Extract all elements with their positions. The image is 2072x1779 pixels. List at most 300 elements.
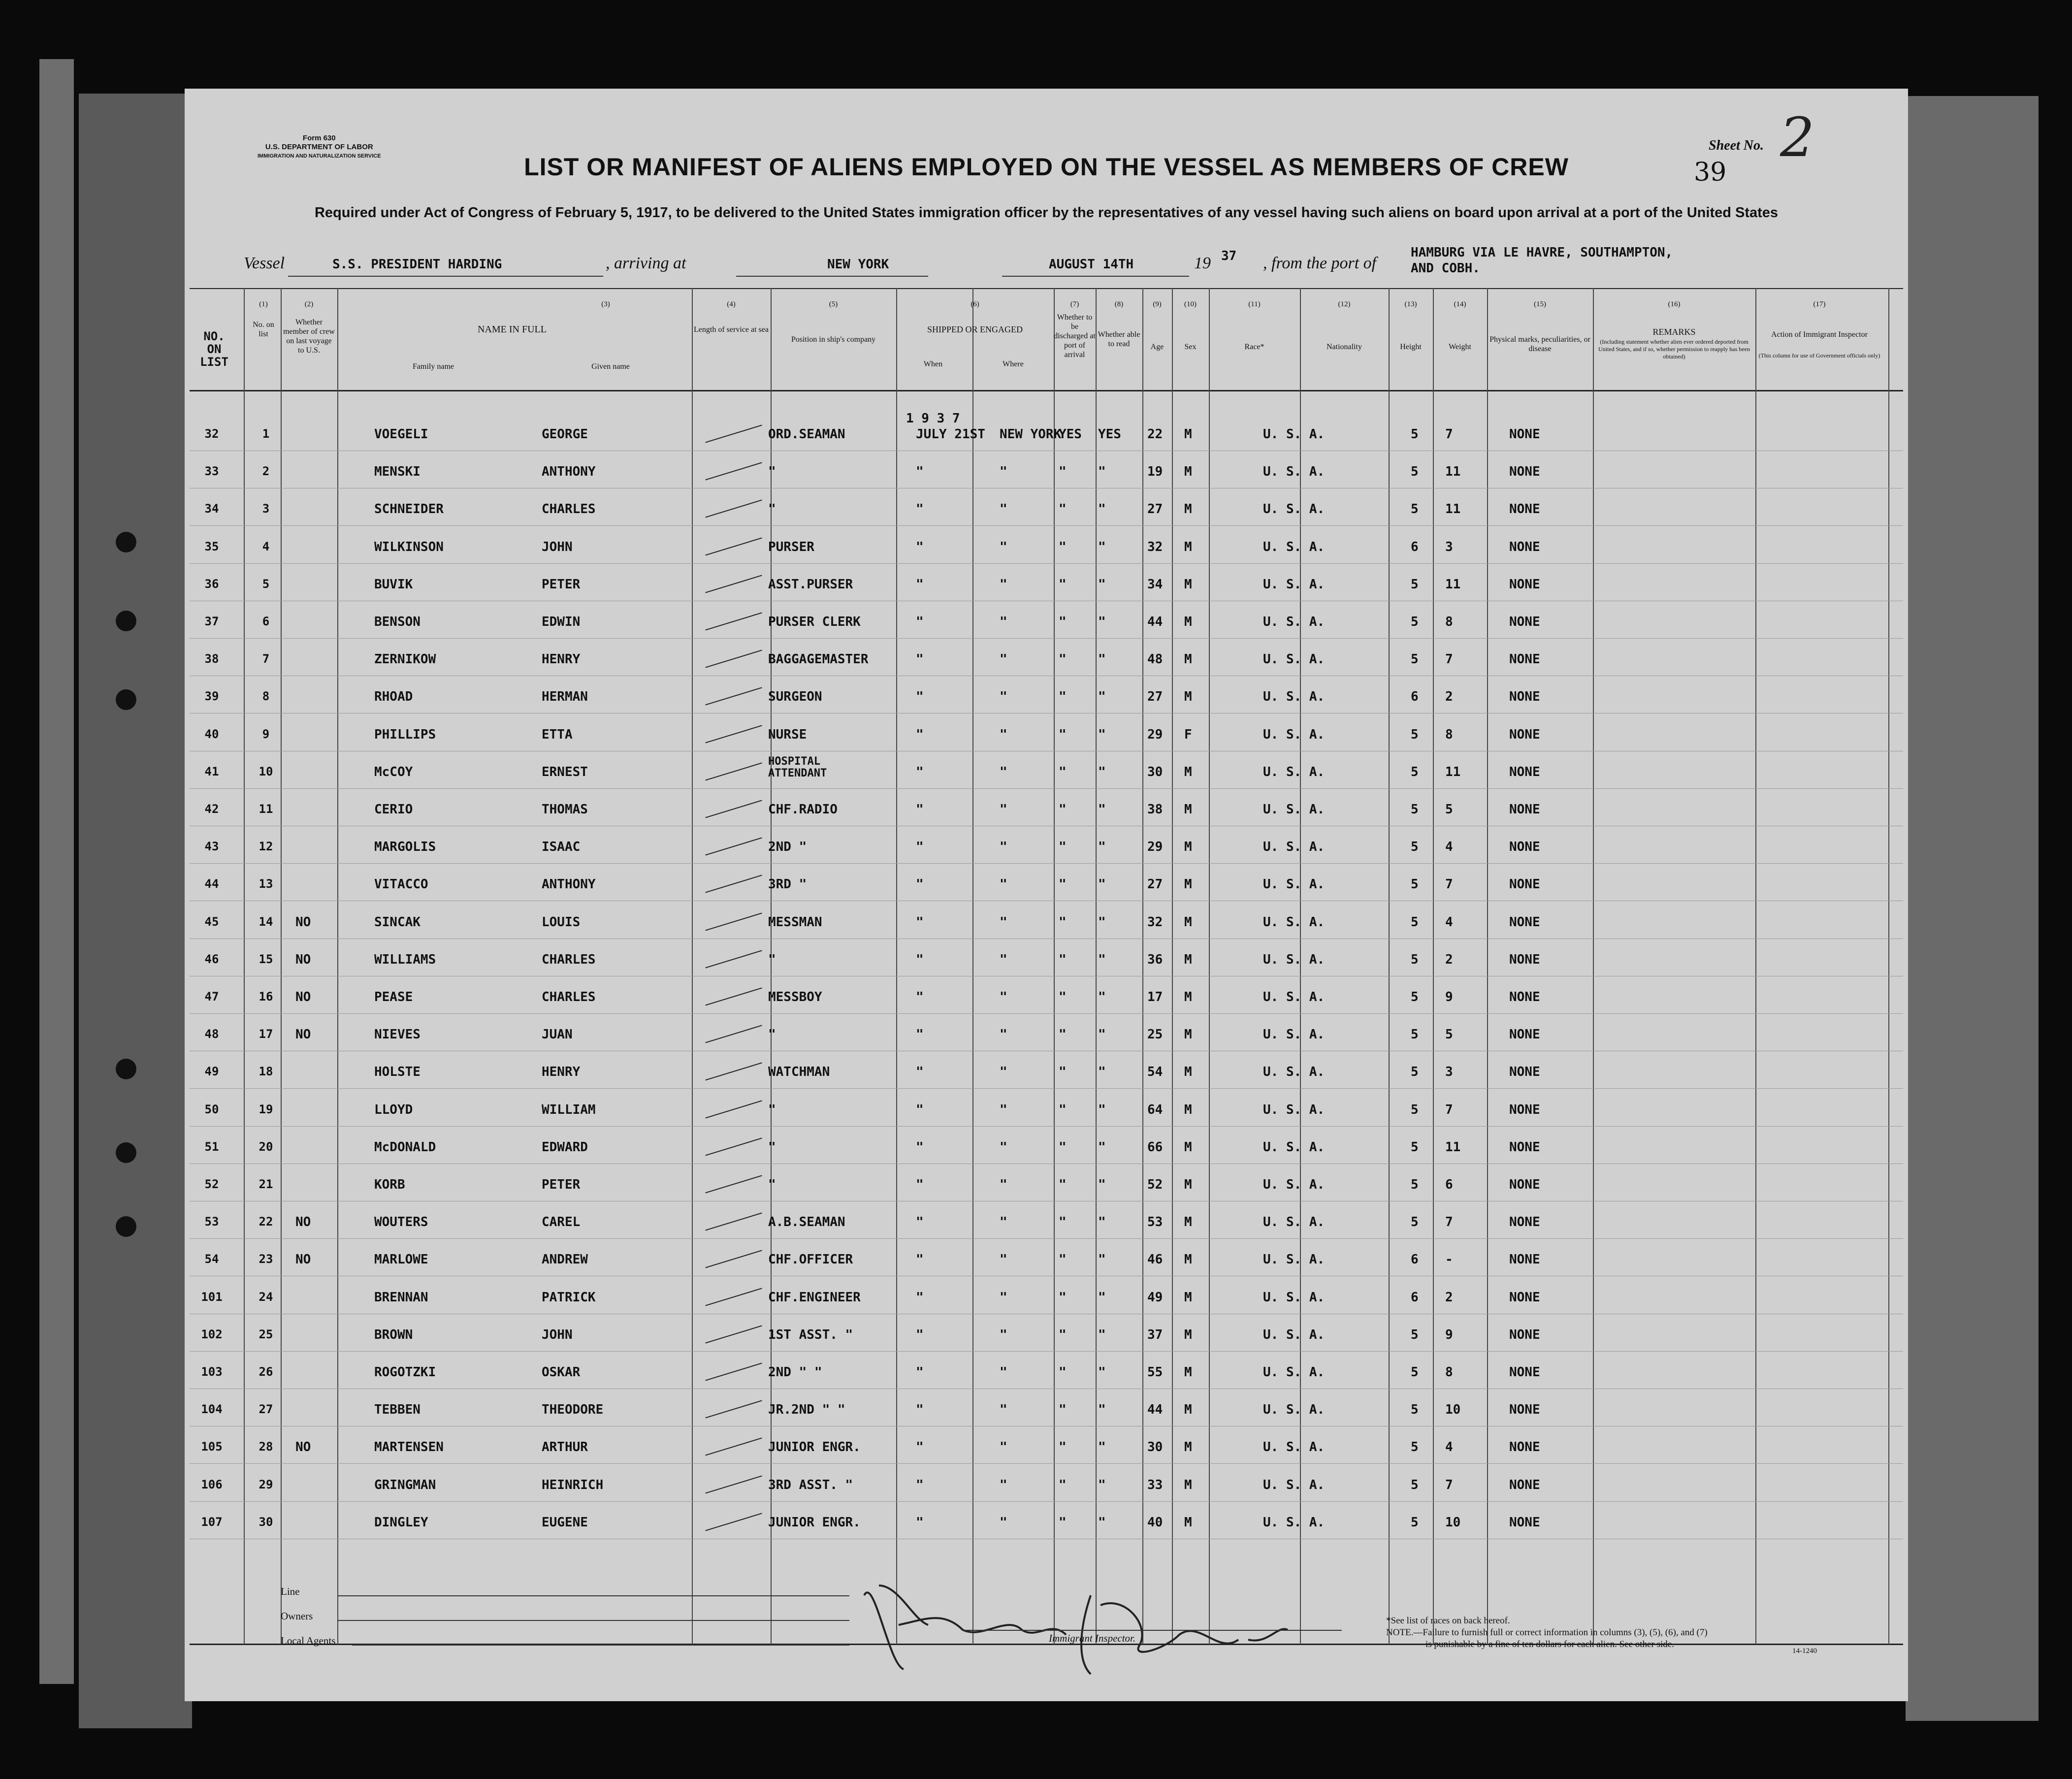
row-height: 6: [1411, 1290, 1419, 1305]
races-note: *See list of races on back hereof.: [1386, 1616, 1510, 1626]
row-on-list: 41: [204, 765, 219, 778]
row-given-name: WILLIAM: [542, 1102, 596, 1117]
row-shipped-where: ": [1000, 1215, 1007, 1229]
punch-hole: [116, 532, 136, 552]
punch-hole: [116, 1142, 136, 1163]
header-given-name: Given name: [591, 362, 630, 371]
row-marks: NONE: [1509, 1215, 1540, 1229]
row-on-list: 101: [201, 1290, 223, 1304]
row-shipped-where: ": [1000, 540, 1007, 554]
row-shipped-where: ": [1000, 1478, 1007, 1492]
column-divider: [244, 288, 245, 1645]
row-sex: M: [1184, 990, 1192, 1004]
row-shipped-when: JULY 21ST: [916, 427, 985, 442]
row-shipped-where: ": [1000, 765, 1007, 779]
row-height: 5: [1411, 915, 1419, 930]
row-weight: 11: [1445, 1140, 1461, 1155]
row-position: ": [768, 1102, 776, 1117]
row-weight: 10: [1445, 1402, 1461, 1417]
row-no: 13: [259, 877, 273, 891]
row-nationality: U. S. A.: [1263, 427, 1325, 442]
row-family-name: GRINGMAN: [374, 1478, 436, 1492]
row-on-list: 47: [204, 990, 219, 1003]
row-sex: M: [1184, 1365, 1192, 1380]
row-height: 5: [1411, 1215, 1419, 1229]
header-length-of-service: Length of service at sea: [694, 325, 769, 334]
row-weight: 5: [1445, 1027, 1453, 1042]
row-weight: 7: [1445, 427, 1453, 442]
row-able-to-read: YES: [1098, 427, 1121, 442]
row-able-to-read: ": [1098, 1140, 1106, 1155]
row-discharged: ": [1059, 1065, 1067, 1079]
row-able-to-read: ": [1098, 689, 1106, 704]
row-position: 2ND " ": [768, 1365, 822, 1380]
row-no: 16: [259, 990, 273, 1003]
row-shipped-where: ": [1000, 577, 1007, 592]
row-family-name: CERIO: [374, 802, 413, 817]
penalty-note-1: NOTE.—Failure to furnish full or correct information in columns (3), (5), (6), and (7): [1386, 1627, 1708, 1638]
colnum-14: (14): [1454, 300, 1466, 308]
row-sex: M: [1184, 1327, 1192, 1342]
column-divider: [896, 288, 897, 1645]
row-shipped-where: ": [1000, 689, 1007, 704]
colnum-13: (13): [1404, 300, 1417, 308]
header-sex: Sex: [1184, 343, 1197, 351]
row-discharged: ": [1059, 1102, 1067, 1117]
row-marks: NONE: [1509, 840, 1540, 854]
row-sex: M: [1184, 1102, 1192, 1117]
length-of-service-mark: [705, 462, 762, 481]
row-on-list: 104: [201, 1402, 223, 1416]
department: U.S. DEPARTMENT OF LABOR: [265, 143, 373, 151]
row-family-name: ROGOTZKI: [374, 1365, 436, 1380]
row-given-name: PETER: [542, 577, 581, 592]
row-height: 5: [1411, 464, 1419, 479]
row-marks: NONE: [1509, 1027, 1540, 1042]
inspector-label: Immigrant Inspector.: [1049, 1632, 1136, 1644]
row-family-name: ZERNIKOW: [374, 652, 436, 667]
row-nationality: U. S. A.: [1263, 1327, 1325, 1342]
row-discharged: ": [1059, 615, 1067, 629]
row-marks: NONE: [1509, 1102, 1540, 1117]
row-shipped-when: ": [916, 1140, 924, 1155]
header-name-in-full: NAME IN FULL: [478, 324, 547, 335]
row-on-list: 32: [204, 427, 219, 441]
row-age: 30: [1147, 765, 1163, 779]
row-given-name: ETTA: [542, 727, 573, 742]
row-shipped-when: ": [916, 765, 924, 779]
row-no: 7: [262, 652, 270, 666]
column-divider: [692, 288, 693, 1645]
penalty-note-2: is punishable by a fine of ten dollars for each alien. See other side.: [1425, 1639, 1674, 1650]
row-age: 34: [1147, 577, 1163, 592]
film-edge-left: [39, 59, 74, 1684]
row-shipped-when: ": [916, 952, 924, 967]
row-marks: NONE: [1509, 1365, 1540, 1380]
row-shipped-where: ": [1000, 1252, 1007, 1267]
length-of-service-mark: [705, 425, 762, 443]
row-position: 3RD ": [768, 877, 807, 892]
row-age: 48: [1147, 652, 1163, 667]
row-last-voyage: NO: [295, 990, 311, 1004]
row-height: 5: [1411, 1027, 1419, 1042]
length-of-service-mark: [705, 763, 762, 781]
row-no: 6: [262, 615, 270, 628]
row-given-name: HENRY: [542, 652, 581, 667]
row-given-name: JOHN: [542, 540, 573, 554]
year-prefix: 19: [1194, 254, 1211, 272]
length-of-service-mark: [705, 650, 762, 668]
row-nationality: U. S. A.: [1263, 1065, 1325, 1079]
row-marks: NONE: [1509, 1478, 1540, 1492]
row-weight: 2: [1445, 952, 1453, 967]
sheet-number: 2: [1780, 106, 1814, 169]
punch-hole: [116, 1216, 136, 1237]
colnum-3: (3): [601, 300, 610, 308]
row-given-name: GEORGE: [542, 427, 588, 442]
row-marks: NONE: [1509, 1177, 1540, 1192]
row-height: 5: [1411, 765, 1419, 779]
row-age: 49: [1147, 1290, 1163, 1305]
row-age: 27: [1147, 877, 1163, 892]
row-shipped-when: ": [916, 840, 924, 854]
row-shipped-when: ": [916, 577, 924, 592]
row-sex: M: [1184, 1290, 1192, 1305]
from-port-line1: HAMBURG VIA LE HAVRE, SOUTHAMPTON,: [1411, 245, 1673, 260]
row-position: ORD.SEAMAN: [768, 427, 845, 442]
row-family-name: PEASE: [374, 990, 413, 1004]
row-age: 30: [1147, 1440, 1163, 1455]
length-of-service-mark: [705, 1288, 762, 1306]
row-shipped-where: ": [1000, 1327, 1007, 1342]
row-able-to-read: ": [1098, 1440, 1106, 1455]
row-family-name: MARTENSEN: [374, 1440, 444, 1455]
row-discharged: ": [1059, 577, 1067, 592]
row-nationality: U. S. A.: [1263, 1515, 1325, 1530]
row-weight: 11: [1445, 464, 1461, 479]
row-weight: 2: [1445, 1290, 1453, 1305]
row-shipped-when: ": [916, 1027, 924, 1042]
row-shipped-where: ": [1000, 915, 1007, 930]
row-no: 12: [259, 840, 273, 853]
header-no-on-list: NO. ON LIST: [200, 329, 228, 369]
column-divider: [281, 288, 282, 1645]
header-race: Race*: [1244, 343, 1264, 351]
row-shipped-when: ": [916, 1252, 924, 1267]
row-nationality: U. S. A.: [1263, 652, 1325, 667]
row-on-list: 39: [204, 689, 219, 703]
arrival-port: NEW YORK: [827, 257, 889, 272]
row-age: 64: [1147, 1102, 1163, 1117]
row-shipped-when: ": [916, 615, 924, 629]
row-sex: M: [1184, 1215, 1192, 1229]
row-position: PURSER: [768, 540, 814, 554]
row-height: 5: [1411, 1102, 1419, 1117]
row-shipped-when: ": [916, 1177, 924, 1192]
row-discharged: ": [1059, 502, 1067, 517]
row-able-to-read: ": [1098, 1102, 1106, 1117]
row-position: ": [768, 1140, 776, 1155]
row-family-name: NIEVES: [374, 1027, 421, 1042]
row-able-to-read: ": [1098, 915, 1106, 930]
row-position: 3RD ASST. ": [768, 1478, 853, 1492]
row-family-name: MENSKI: [374, 464, 421, 479]
row-given-name: CAREL: [542, 1215, 581, 1229]
row-marks: NONE: [1509, 1440, 1540, 1455]
row-height: 5: [1411, 1140, 1419, 1155]
row-discharged: ": [1059, 1027, 1067, 1042]
header-where: Where: [1003, 360, 1024, 368]
column-divider: [1593, 288, 1594, 1645]
row-height: 5: [1411, 502, 1419, 517]
column-divider: [1172, 288, 1173, 1645]
form-code: 14-1240: [1792, 1647, 1817, 1655]
colnum-12: (12): [1338, 300, 1351, 308]
header-inspector-action: Action of Immigrant Inspector: [1771, 330, 1868, 339]
page-title: LIST OR MANIFEST OF ALIENS EMPLOYED ON THE VESSEL AS MEMBERS OF CREW: [524, 153, 1569, 181]
row-position: ASST.PURSER: [768, 577, 853, 592]
row-family-name: BENSON: [374, 615, 421, 629]
column-divider: [1096, 288, 1097, 1645]
row-nationality: U. S. A.: [1263, 1365, 1325, 1380]
header-nationality: Nationality: [1327, 343, 1362, 351]
row-discharged: ": [1059, 727, 1067, 742]
row-on-list: 40: [204, 727, 219, 741]
row-age: 32: [1147, 915, 1163, 930]
row-shipped-when: ": [916, 540, 924, 554]
inspector-line: [963, 1630, 1342, 1631]
row-shipped-where: ": [1000, 1402, 1007, 1417]
row-given-name: OSKAR: [542, 1365, 581, 1380]
row-shipped-when: ": [916, 1065, 924, 1079]
column-divider: [1142, 288, 1143, 1645]
row-height: 5: [1411, 1177, 1419, 1192]
row-shipped-where: ": [1000, 1140, 1007, 1155]
row-position: JUNIOR ENGR.: [768, 1515, 861, 1530]
row-age: 44: [1147, 1402, 1163, 1417]
colnum-1: (1): [259, 300, 268, 308]
row-family-name: KORB: [374, 1177, 405, 1192]
row-sex: M: [1184, 540, 1192, 554]
header-bottom-rule: [190, 390, 1903, 391]
length-of-service-mark: [705, 800, 762, 818]
row-rule: [190, 1238, 1903, 1239]
row-age: 27: [1147, 689, 1163, 704]
header-inspector-note: (This column for use of Government officials only): [1758, 352, 1880, 359]
row-on-list: 103: [201, 1365, 223, 1379]
row-rule: [190, 1463, 1903, 1464]
length-of-service-mark: [705, 875, 762, 893]
from-port-label: , from the port of: [1263, 254, 1377, 272]
row-weight: 8: [1445, 1365, 1453, 1380]
row-position: ": [768, 464, 776, 479]
row-given-name: THEODORE: [542, 1402, 604, 1417]
row-nationality: U. S. A.: [1263, 840, 1325, 854]
row-age: 36: [1147, 952, 1163, 967]
row-sex: M: [1184, 1402, 1192, 1417]
row-height: 5: [1411, 990, 1419, 1004]
header-age: Age: [1150, 343, 1164, 351]
row-shipped-when: ": [916, 1402, 924, 1417]
port-underline: [736, 276, 928, 277]
header-discharged: Whether to be discharged at port of arrival: [1054, 313, 1096, 359]
row-sex: M: [1184, 915, 1192, 930]
row-shipped-where: ": [1000, 502, 1007, 517]
row-no: 3: [262, 502, 270, 516]
row-marks: NONE: [1509, 615, 1540, 629]
row-given-name: EUGENE: [542, 1515, 588, 1530]
row-sex: M: [1184, 652, 1192, 667]
row-able-to-read: ": [1098, 1327, 1106, 1342]
row-height: 6: [1411, 540, 1419, 554]
row-on-list: 52: [204, 1177, 219, 1191]
page-number: 39: [1694, 158, 1727, 187]
row-discharged: ": [1059, 1440, 1067, 1455]
row-height: 5: [1411, 1515, 1419, 1530]
column-divider: [1209, 288, 1210, 1645]
row-shipped-when: ": [916, 727, 924, 742]
row-nationality: U. S. A.: [1263, 952, 1325, 967]
row-sex: M: [1184, 427, 1192, 442]
row-rule: [190, 863, 1903, 864]
row-no: 10: [259, 765, 273, 778]
column-divider: [337, 288, 338, 1645]
row-height: 5: [1411, 1365, 1419, 1380]
row-given-name: ARTHUR: [542, 1440, 588, 1455]
date-underline: [1002, 276, 1189, 277]
row-able-to-read: ": [1098, 840, 1106, 854]
row-weight: 7: [1445, 1478, 1453, 1492]
row-marks: NONE: [1509, 727, 1540, 742]
punch-hole: [116, 611, 136, 631]
row-weight: 3: [1445, 540, 1453, 554]
length-of-service-mark: [705, 1400, 762, 1419]
row-weight: 3: [1445, 1065, 1453, 1079]
row-able-to-read: ": [1098, 1515, 1106, 1530]
row-last-voyage: NO: [295, 915, 311, 930]
row-nationality: U. S. A.: [1263, 1478, 1325, 1492]
row-weight: 9: [1445, 990, 1453, 1004]
row-rule: [190, 1351, 1903, 1352]
row-sex: M: [1184, 1252, 1192, 1267]
row-sex: M: [1184, 952, 1192, 967]
row-weight: 11: [1445, 577, 1461, 592]
row-no: 24: [259, 1290, 273, 1304]
length-of-service-mark: [705, 1513, 762, 1531]
service-name: IMMIGRATION AND NATURALIZATION SERVICE: [258, 153, 381, 159]
row-marks: NONE: [1509, 990, 1540, 1004]
row-rule: [190, 525, 1903, 526]
shipped-year: 1 9 3 7: [906, 411, 960, 426]
row-on-list: 51: [204, 1140, 219, 1154]
row-position: CHF.RADIO: [768, 802, 838, 817]
row-position: JR.2ND " ": [768, 1402, 845, 1417]
row-shipped-where: ": [1000, 464, 1007, 479]
row-age: 40: [1147, 1515, 1163, 1530]
row-marks: NONE: [1509, 652, 1540, 667]
row-discharged: ": [1059, 1215, 1067, 1229]
column-divider: [1487, 288, 1488, 1645]
row-height: 6: [1411, 1252, 1419, 1267]
row-height: 5: [1411, 1327, 1419, 1342]
length-of-service-mark: [705, 575, 762, 593]
row-shipped-when: ": [916, 1440, 924, 1455]
row-able-to-read: ": [1098, 464, 1106, 479]
row-marks: NONE: [1509, 540, 1540, 554]
row-able-to-read: ": [1098, 502, 1106, 517]
row-discharged: ": [1059, 1515, 1067, 1530]
row-nationality: U. S. A.: [1263, 1290, 1325, 1305]
row-able-to-read: ": [1098, 1290, 1106, 1305]
header-no-on-list-2: No. on list: [253, 321, 274, 338]
row-family-name: WOUTERS: [374, 1215, 428, 1229]
row-shipped-where: ": [1000, 727, 1007, 742]
row-no: 9: [262, 727, 270, 741]
row-sex: M: [1184, 1515, 1192, 1530]
row-on-list: 49: [204, 1065, 219, 1078]
row-sex: M: [1184, 577, 1192, 592]
row-age: 52: [1147, 1177, 1163, 1192]
row-nationality: U. S. A.: [1263, 765, 1325, 779]
row-sex: M: [1184, 1140, 1192, 1155]
row-rule: [190, 638, 1903, 639]
row-no: 2: [262, 464, 270, 478]
row-nationality: U. S. A.: [1263, 1102, 1325, 1117]
row-on-list: 35: [204, 540, 219, 553]
row-shipped-where: ": [1000, 840, 1007, 854]
header-remarks: REMARKS: [1652, 327, 1696, 337]
row-sex: M: [1184, 877, 1192, 892]
row-family-name: VITACCO: [374, 877, 428, 892]
row-height: 6: [1411, 689, 1419, 704]
row-on-list: 38: [204, 652, 219, 666]
row-given-name: HEINRICH: [542, 1478, 604, 1492]
row-nationality: U. S. A.: [1263, 502, 1325, 517]
row-no: 11: [259, 802, 273, 816]
row-weight: 7: [1445, 1215, 1453, 1229]
row-shipped-where: ": [1000, 1515, 1007, 1530]
length-of-service-mark: [705, 1063, 762, 1081]
row-on-list: 34: [204, 502, 219, 516]
row-no: 28: [259, 1440, 273, 1454]
row-discharged: ": [1059, 765, 1067, 779]
row-shipped-where: ": [1000, 952, 1007, 967]
row-sex: M: [1184, 802, 1192, 817]
row-position: ": [768, 1177, 776, 1192]
row-age: 53: [1147, 1215, 1163, 1229]
row-discharged: ": [1059, 915, 1067, 930]
row-no: 22: [259, 1215, 273, 1229]
row-shipped-where: ": [1000, 1290, 1007, 1305]
row-height: 5: [1411, 840, 1419, 854]
row-nationality: U. S. A.: [1263, 540, 1325, 554]
row-discharged: ": [1059, 689, 1067, 704]
row-able-to-read: ": [1098, 1027, 1106, 1042]
row-given-name: ERNEST: [542, 765, 588, 779]
row-no: 14: [259, 915, 273, 929]
row-position: WATCHMAN: [768, 1065, 830, 1079]
row-shipped-when: ": [916, 1365, 924, 1380]
row-no: 20: [259, 1140, 273, 1154]
row-no: 18: [259, 1065, 273, 1078]
row-height: 5: [1411, 1065, 1419, 1079]
row-shipped-where: NEW YORK: [1000, 427, 1062, 442]
row-rule: [190, 1501, 1903, 1502]
row-age: 54: [1147, 1065, 1163, 1079]
row-marks: NONE: [1509, 502, 1540, 517]
colnum-11: (11): [1248, 300, 1261, 308]
row-family-name: WILLIAMS: [374, 952, 436, 967]
